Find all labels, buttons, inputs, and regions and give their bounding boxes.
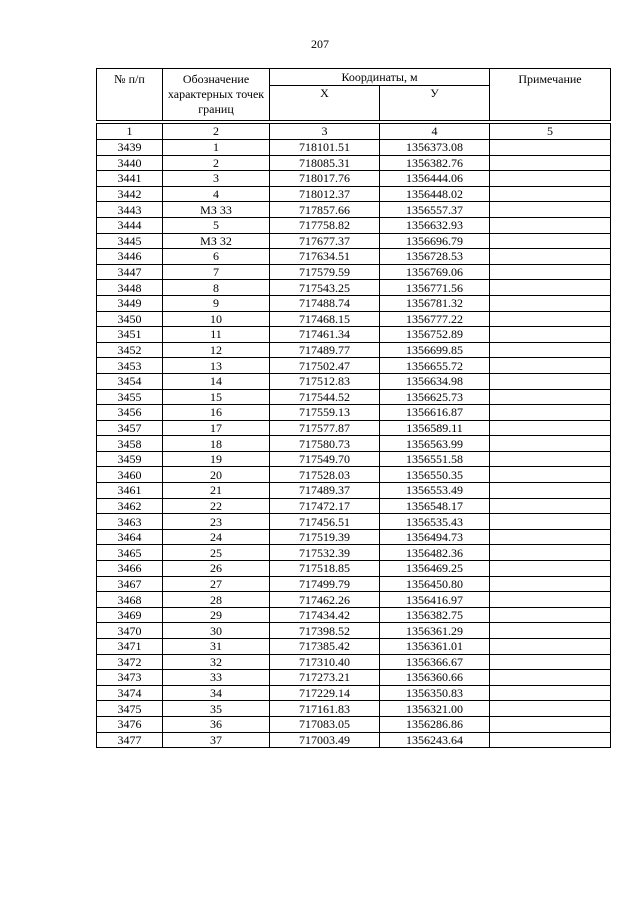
coordinate-y-cell: 1356752.89	[380, 327, 490, 343]
note-cell	[490, 716, 611, 732]
table-row	[97, 529, 611, 545]
point-designation-cell: 5	[163, 217, 270, 233]
note-cell	[490, 654, 611, 670]
table-row	[97, 623, 611, 639]
row-number-cell: 3476	[97, 716, 163, 732]
point-designation-cell: 12	[163, 342, 270, 358]
coordinate-y-cell: 1356243.64	[380, 732, 490, 748]
coordinate-y-cell: 1356699.85	[380, 342, 490, 358]
row-number-cell: 3457	[97, 420, 163, 436]
row-number-cell: 3474	[97, 685, 163, 701]
point-designation-cell: 36	[163, 716, 270, 732]
point-designation-cell: 21	[163, 483, 270, 499]
note-cell	[490, 420, 611, 436]
coordinate-x-cell: 717549.70	[270, 451, 380, 467]
coordinate-y-cell: 1356781.32	[380, 295, 490, 311]
table-row	[97, 654, 611, 670]
point-designation-cell: 10	[163, 311, 270, 327]
coordinate-y-cell: 1356444.06	[380, 171, 490, 187]
row-number-cell: 3441	[97, 171, 163, 187]
table-row	[97, 233, 611, 249]
row-number-cell: 3439	[97, 140, 163, 156]
header-note: Примечание	[490, 69, 611, 121]
table-row	[97, 280, 611, 296]
row-number-cell: 3473	[97, 670, 163, 686]
note-cell	[490, 280, 611, 296]
coordinate-y-cell: 1356494.73	[380, 529, 490, 545]
point-designation-cell: 6	[163, 249, 270, 265]
row-number-cell: 3477	[97, 732, 163, 748]
coordinate-x-cell: 717857.66	[270, 202, 380, 218]
table-row	[97, 685, 611, 701]
coordinate-y-cell: 1356625.73	[380, 389, 490, 405]
table-row	[97, 467, 611, 483]
note-cell	[490, 186, 611, 202]
note-cell	[490, 171, 611, 187]
row-number-cell: 3470	[97, 623, 163, 639]
coordinate-x-cell: 717273.21	[270, 670, 380, 686]
coordinate-y-cell: 1356361.29	[380, 623, 490, 639]
note-cell	[490, 202, 611, 218]
coordinate-y-cell: 1356548.17	[380, 498, 490, 514]
point-designation-cell: МЗ 32	[163, 233, 270, 249]
coordinate-x-cell: 717502.47	[270, 358, 380, 374]
column-number: 4	[380, 124, 490, 140]
note-cell	[490, 140, 611, 156]
coordinate-y-cell: 1356360.66	[380, 670, 490, 686]
table-row	[97, 327, 611, 343]
coordinate-y-cell: 1356535.43	[380, 514, 490, 530]
table-row	[97, 670, 611, 686]
coordinate-y-cell: 1356632.93	[380, 217, 490, 233]
table-row	[97, 483, 611, 499]
row-number-cell: 3472	[97, 654, 163, 670]
table-header	[97, 69, 611, 140]
row-number-cell: 3445	[97, 233, 163, 249]
point-designation-cell: 2	[163, 155, 270, 171]
point-designation-cell: 22	[163, 498, 270, 514]
table-row	[97, 514, 611, 530]
coordinate-y-cell: 1356769.06	[380, 264, 490, 280]
page-number: 207	[311, 37, 329, 51]
column-number: 5	[490, 124, 611, 140]
table-row	[97, 405, 611, 421]
table-row	[97, 732, 611, 748]
coordinate-x-cell: 717634.51	[270, 249, 380, 265]
table-row	[97, 498, 611, 514]
row-number-cell: 3471	[97, 639, 163, 655]
point-designation-cell: 30	[163, 623, 270, 639]
row-number-cell: 3461	[97, 483, 163, 499]
note-cell	[490, 592, 611, 608]
point-designation-cell: 32	[163, 654, 270, 670]
table-row	[97, 607, 611, 623]
note-cell	[490, 545, 611, 561]
table-row	[97, 249, 611, 265]
coordinate-y-cell: 1356286.86	[380, 716, 490, 732]
coordinate-y-cell: 1356557.37	[380, 202, 490, 218]
note-cell	[490, 514, 611, 530]
point-designation-cell: 31	[163, 639, 270, 655]
coordinate-y-cell: 1356589.11	[380, 420, 490, 436]
header-y: У	[380, 86, 490, 121]
coordinate-y-cell: 1356551.58	[380, 451, 490, 467]
note-cell	[490, 561, 611, 577]
point-designation-cell: 24	[163, 529, 270, 545]
note-cell	[490, 327, 611, 343]
coordinate-x-cell: 717559.13	[270, 405, 380, 421]
coordinates-table-container	[96, 68, 611, 748]
coordinate-x-cell: 718012.37	[270, 186, 380, 202]
note-cell	[490, 217, 611, 233]
coordinate-y-cell: 1356550.35	[380, 467, 490, 483]
table-row	[97, 451, 611, 467]
coordinates-table	[96, 68, 611, 748]
row-number-cell: 3454	[97, 373, 163, 389]
point-designation-cell: 8	[163, 280, 270, 296]
note-cell	[490, 639, 611, 655]
row-number-cell: 3440	[97, 155, 163, 171]
column-number: 2	[163, 124, 270, 140]
column-number: 1	[97, 124, 163, 140]
row-number-cell: 3468	[97, 592, 163, 608]
note-cell	[490, 249, 611, 265]
coordinate-y-cell: 1356616.87	[380, 405, 490, 421]
note-cell	[490, 295, 611, 311]
row-number-cell: 3447	[97, 264, 163, 280]
coordinate-x-cell: 717499.79	[270, 576, 380, 592]
note-cell	[490, 358, 611, 374]
note-cell	[490, 498, 611, 514]
point-designation-cell: 16	[163, 405, 270, 421]
row-number-cell: 3456	[97, 405, 163, 421]
note-cell	[490, 389, 611, 405]
row-number-cell: 3463	[97, 514, 163, 530]
coordinate-x-cell: 717461.34	[270, 327, 380, 343]
table-row	[97, 295, 611, 311]
coordinate-x-cell: 717083.05	[270, 716, 380, 732]
row-number-cell: 3467	[97, 576, 163, 592]
table-row	[97, 561, 611, 577]
point-designation-cell: 18	[163, 436, 270, 452]
coordinate-x-cell: 717488.74	[270, 295, 380, 311]
note-cell	[490, 311, 611, 327]
row-number-cell: 3446	[97, 249, 163, 265]
row-number-cell: 3459	[97, 451, 163, 467]
coordinate-y-cell: 1356321.00	[380, 701, 490, 717]
coordinate-x-cell: 717579.59	[270, 264, 380, 280]
note-cell	[490, 576, 611, 592]
point-designation-cell: 9	[163, 295, 270, 311]
coordinate-y-cell: 1356771.56	[380, 280, 490, 296]
point-designation-cell: 20	[163, 467, 270, 483]
row-number-cell: 3449	[97, 295, 163, 311]
row-number-cell: 3452	[97, 342, 163, 358]
table-body	[97, 140, 611, 748]
row-number-cell: 3458	[97, 436, 163, 452]
table-row	[97, 436, 611, 452]
table-row	[97, 420, 611, 436]
point-designation-cell: 29	[163, 607, 270, 623]
coordinate-y-cell: 1356469.25	[380, 561, 490, 577]
coordinate-x-cell: 717003.49	[270, 732, 380, 748]
note-cell	[490, 732, 611, 748]
point-designation-cell: МЗ 33	[163, 202, 270, 218]
table-row	[97, 171, 611, 187]
coordinate-x-cell: 717544.52	[270, 389, 380, 405]
point-designation-cell: 27	[163, 576, 270, 592]
note-cell	[490, 405, 611, 421]
coordinate-y-cell: 1356366.67	[380, 654, 490, 670]
row-number-cell: 3442	[97, 186, 163, 202]
header-designation: Обозначение характерных точек границ	[163, 69, 270, 121]
note-cell	[490, 264, 611, 280]
coordinate-y-cell: 1356350.83	[380, 685, 490, 701]
point-designation-cell: 34	[163, 685, 270, 701]
coordinate-y-cell: 1356373.08	[380, 140, 490, 156]
row-number-cell: 3465	[97, 545, 163, 561]
coordinate-x-cell: 717229.14	[270, 685, 380, 701]
note-cell	[490, 623, 611, 639]
coordinate-x-cell: 717462.26	[270, 592, 380, 608]
table-row	[97, 389, 611, 405]
coordinate-x-cell: 717434.42	[270, 607, 380, 623]
note-cell	[490, 483, 611, 499]
coordinate-x-cell: 717468.15	[270, 311, 380, 327]
table-row	[97, 311, 611, 327]
coordinate-x-cell: 718017.76	[270, 171, 380, 187]
note-cell	[490, 436, 611, 452]
note-cell	[490, 670, 611, 686]
coordinate-x-cell: 717398.52	[270, 623, 380, 639]
column-number: 3	[270, 124, 380, 140]
note-cell	[490, 701, 611, 717]
table-row	[97, 342, 611, 358]
table-row	[97, 545, 611, 561]
coordinate-x-cell: 717489.77	[270, 342, 380, 358]
table-row	[97, 701, 611, 717]
row-number-cell: 3475	[97, 701, 163, 717]
coordinate-y-cell: 1356382.75	[380, 607, 490, 623]
table-row	[97, 155, 611, 171]
point-designation-cell: 17	[163, 420, 270, 436]
point-designation-cell: 7	[163, 264, 270, 280]
note-cell	[490, 685, 611, 701]
coordinate-x-cell: 717310.40	[270, 654, 380, 670]
coordinate-y-cell: 1356728.53	[380, 249, 490, 265]
point-designation-cell: 11	[163, 327, 270, 343]
table-row	[97, 264, 611, 280]
point-designation-cell: 28	[163, 592, 270, 608]
point-designation-cell: 1	[163, 140, 270, 156]
row-number-cell: 3451	[97, 327, 163, 343]
coordinate-x-cell: 717489.37	[270, 483, 380, 499]
coordinate-y-cell: 1356696.79	[380, 233, 490, 249]
coordinate-x-cell: 717528.03	[270, 467, 380, 483]
table-row	[97, 716, 611, 732]
row-number-cell: 3444	[97, 217, 163, 233]
note-cell	[490, 529, 611, 545]
table-row	[97, 217, 611, 233]
column-number-row	[97, 124, 611, 140]
table-row	[97, 202, 611, 218]
header-num: № п/п	[97, 69, 163, 121]
note-cell	[490, 607, 611, 623]
row-number-cell: 3466	[97, 561, 163, 577]
point-designation-cell: 33	[163, 670, 270, 686]
point-designation-cell: 19	[163, 451, 270, 467]
coordinate-x-cell: 717543.25	[270, 280, 380, 296]
coordinate-x-cell: 717472.17	[270, 498, 380, 514]
coordinate-y-cell: 1356563.99	[380, 436, 490, 452]
row-number-cell: 3464	[97, 529, 163, 545]
row-number-cell: 3453	[97, 358, 163, 374]
table-row	[97, 358, 611, 374]
note-cell	[490, 342, 611, 358]
coordinate-x-cell: 718101.51	[270, 140, 380, 156]
coordinate-x-cell: 717519.39	[270, 529, 380, 545]
header-x: Х	[270, 86, 380, 121]
coordinate-x-cell: 717577.87	[270, 420, 380, 436]
point-designation-cell: 37	[163, 732, 270, 748]
coordinate-x-cell: 717161.83	[270, 701, 380, 717]
note-cell	[490, 451, 611, 467]
row-number-cell: 3448	[97, 280, 163, 296]
point-designation-cell: 13	[163, 358, 270, 374]
coordinate-y-cell: 1356416.97	[380, 592, 490, 608]
coordinate-y-cell: 1356482.36	[380, 545, 490, 561]
coordinate-y-cell: 1356382.76	[380, 155, 490, 171]
table-row	[97, 373, 611, 389]
coordinate-y-cell: 1356450.80	[380, 576, 490, 592]
coordinate-x-cell: 717580.73	[270, 436, 380, 452]
coordinate-x-cell: 717385.42	[270, 639, 380, 655]
coordinate-y-cell: 1356448.02	[380, 186, 490, 202]
row-number-cell: 3450	[97, 311, 163, 327]
coordinate-x-cell: 718085.31	[270, 155, 380, 171]
point-designation-cell: 15	[163, 389, 270, 405]
point-designation-cell: 4	[163, 186, 270, 202]
point-designation-cell: 26	[163, 561, 270, 577]
note-cell	[490, 233, 611, 249]
table-row	[97, 592, 611, 608]
row-number-cell: 3455	[97, 389, 163, 405]
header-coordinates: Координаты, м	[270, 69, 490, 86]
point-designation-cell: 23	[163, 514, 270, 530]
coordinate-y-cell: 1356553.49	[380, 483, 490, 499]
note-cell	[490, 373, 611, 389]
row-number-cell: 3462	[97, 498, 163, 514]
coordinate-y-cell: 1356634.98	[380, 373, 490, 389]
point-designation-cell: 3	[163, 171, 270, 187]
coordinate-y-cell: 1356361.01	[380, 639, 490, 655]
coordinate-x-cell: 717518.85	[270, 561, 380, 577]
coordinate-x-cell: 717758.82	[270, 217, 380, 233]
table-row	[97, 140, 611, 156]
table-row	[97, 639, 611, 655]
coordinate-y-cell: 1356777.22	[380, 311, 490, 327]
point-designation-cell: 25	[163, 545, 270, 561]
coordinate-y-cell: 1356655.72	[380, 358, 490, 374]
coordinate-x-cell: 717456.51	[270, 514, 380, 530]
row-number-cell: 3443	[97, 202, 163, 218]
note-cell	[490, 155, 611, 171]
note-cell	[490, 467, 611, 483]
row-number-cell: 3460	[97, 467, 163, 483]
point-designation-cell: 14	[163, 373, 270, 389]
coordinate-x-cell: 717532.39	[270, 545, 380, 561]
row-number-cell: 3469	[97, 607, 163, 623]
coordinate-x-cell: 717677.37	[270, 233, 380, 249]
point-designation-cell: 35	[163, 701, 270, 717]
coordinate-x-cell: 717512.83	[270, 373, 380, 389]
table-row	[97, 186, 611, 202]
table-row	[97, 576, 611, 592]
